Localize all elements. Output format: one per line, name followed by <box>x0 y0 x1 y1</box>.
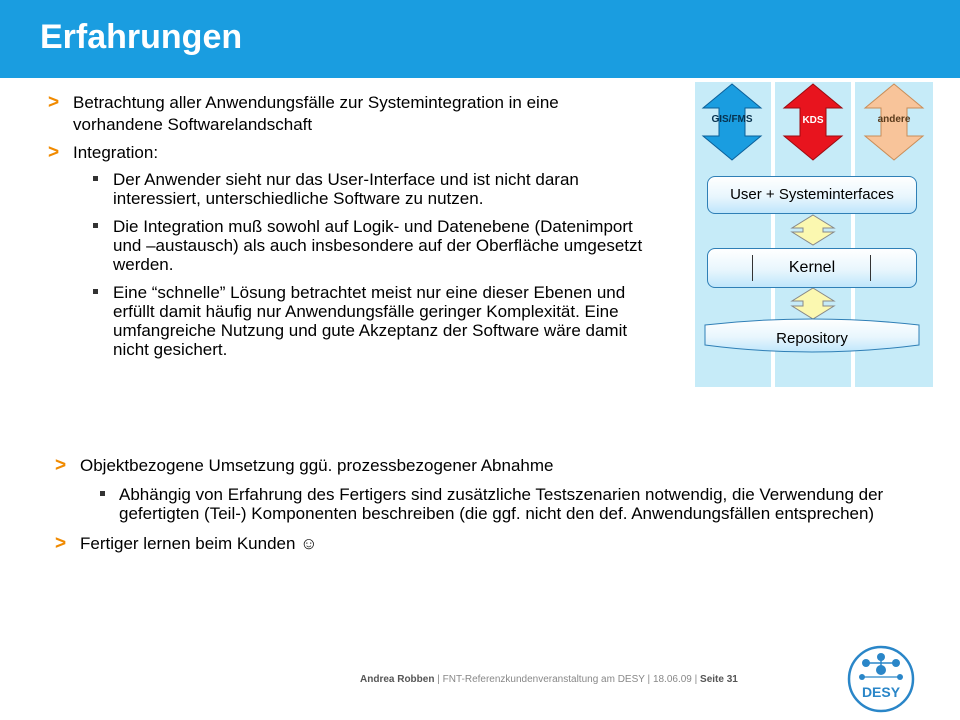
orange-chevron-icon: > <box>48 92 60 113</box>
footer <box>360 674 738 685</box>
layer-label: User + Systeminterfaces <box>730 186 894 203</box>
bullet-system-integration <box>48 92 653 136</box>
orange-chevron-icon: > <box>48 142 60 163</box>
bullet-text: Integration: <box>73 143 159 162</box>
square-bullet-icon <box>93 289 98 294</box>
sub-bullet-text: Eine “schnelle” Lösung betrachtet meist nur eine dieser Ebenen und erfüllt damit häufig nur Anwendungsfälle geringer Komplexität. Eine umfangreiche Nutzung und gute Akzeptanz der Software wäre damit nicht gesichert. <box>113 283 628 359</box>
bullet-object-based <box>55 455 945 477</box>
bullet-text: Fertiger lernen beim Kunden ☺ <box>80 534 318 553</box>
sub-bullet-quick-solution <box>48 283 653 359</box>
sub-bullet-logic-data <box>48 217 653 274</box>
footer-event: FNT-Referenzkundenveranstaltung am DESY <box>442 674 645 685</box>
kernel-layer <box>707 248 917 288</box>
square-bullet-icon <box>93 223 98 228</box>
footer-author: Andrea Robben <box>360 674 435 685</box>
kernel-repository-connector-icon <box>792 288 834 319</box>
bullet-text: Objektbezogene Umsetzung ggü. prozessbezogener Abnahme <box>80 456 554 475</box>
layer-label: Kernel <box>788 259 836 276</box>
andere-label: andere <box>877 114 911 125</box>
footer-separator: | <box>647 674 653 685</box>
sub-bullet-test-scenarios <box>55 485 945 523</box>
footer-separator: | <box>694 674 701 685</box>
square-bullet-icon <box>100 491 105 496</box>
square-bullet-icon <box>93 176 98 181</box>
footer-page: Seite 31 <box>700 674 738 685</box>
sub-bullet-text: Abhängig von Erfahrung des Fertigers sind zusätzliche Testszenarien notwendig, die Verwendung der gefertigten (Teil-) Komponenten beschreiben (die ggf. nicht den def. Anwendungsfällen entsprechen) <box>119 485 884 523</box>
orange-chevron-icon: > <box>55 533 67 554</box>
bullet-text: Betrachtung aller Anwendungsfälle zur Systemintegration in eine vorhandene Softwarelandschaft <box>73 93 559 134</box>
architecture-diagram <box>695 82 933 387</box>
title-bar <box>0 0 960 78</box>
desy-logo-icon <box>846 644 916 714</box>
sub-bullet-text: Der Anwender sieht nur das User-Interface und ist nicht daran interessiert, unterschiedliche Software zu nutzen. <box>113 170 579 208</box>
kernel-right-divider <box>870 255 871 281</box>
sub-bullet-text: Die Integration muß sowohl auf Logik- und Datenebene (Datenimport und –austausch) als auch insbesondere auf der Oberfläche umgesetzt werden. <box>113 217 643 274</box>
sub-bullet-user-interface <box>48 170 653 208</box>
kds-label: KDS <box>802 115 824 126</box>
footer-date: 18.06.09 <box>652 674 692 685</box>
repository-label: Repository <box>776 330 848 347</box>
desy-logo <box>846 644 916 714</box>
user-systeminterfaces-layer <box>707 176 917 214</box>
kernel-left-divider <box>752 255 753 281</box>
bullet-integration <box>48 142 653 164</box>
footer-separator: | <box>437 674 443 685</box>
orange-chevron-icon: > <box>55 455 67 476</box>
slide-title: Erfahrungen <box>40 18 243 56</box>
bullet-fertiger-lernen <box>55 533 945 555</box>
main-bullet-list <box>48 92 653 368</box>
secondary-bullet-list <box>55 455 945 561</box>
ui-kernel-connector-icon <box>792 215 834 245</box>
gis-fms-label: GIS/FMS <box>711 114 753 125</box>
desy-logo-text: DESY <box>861 684 901 700</box>
